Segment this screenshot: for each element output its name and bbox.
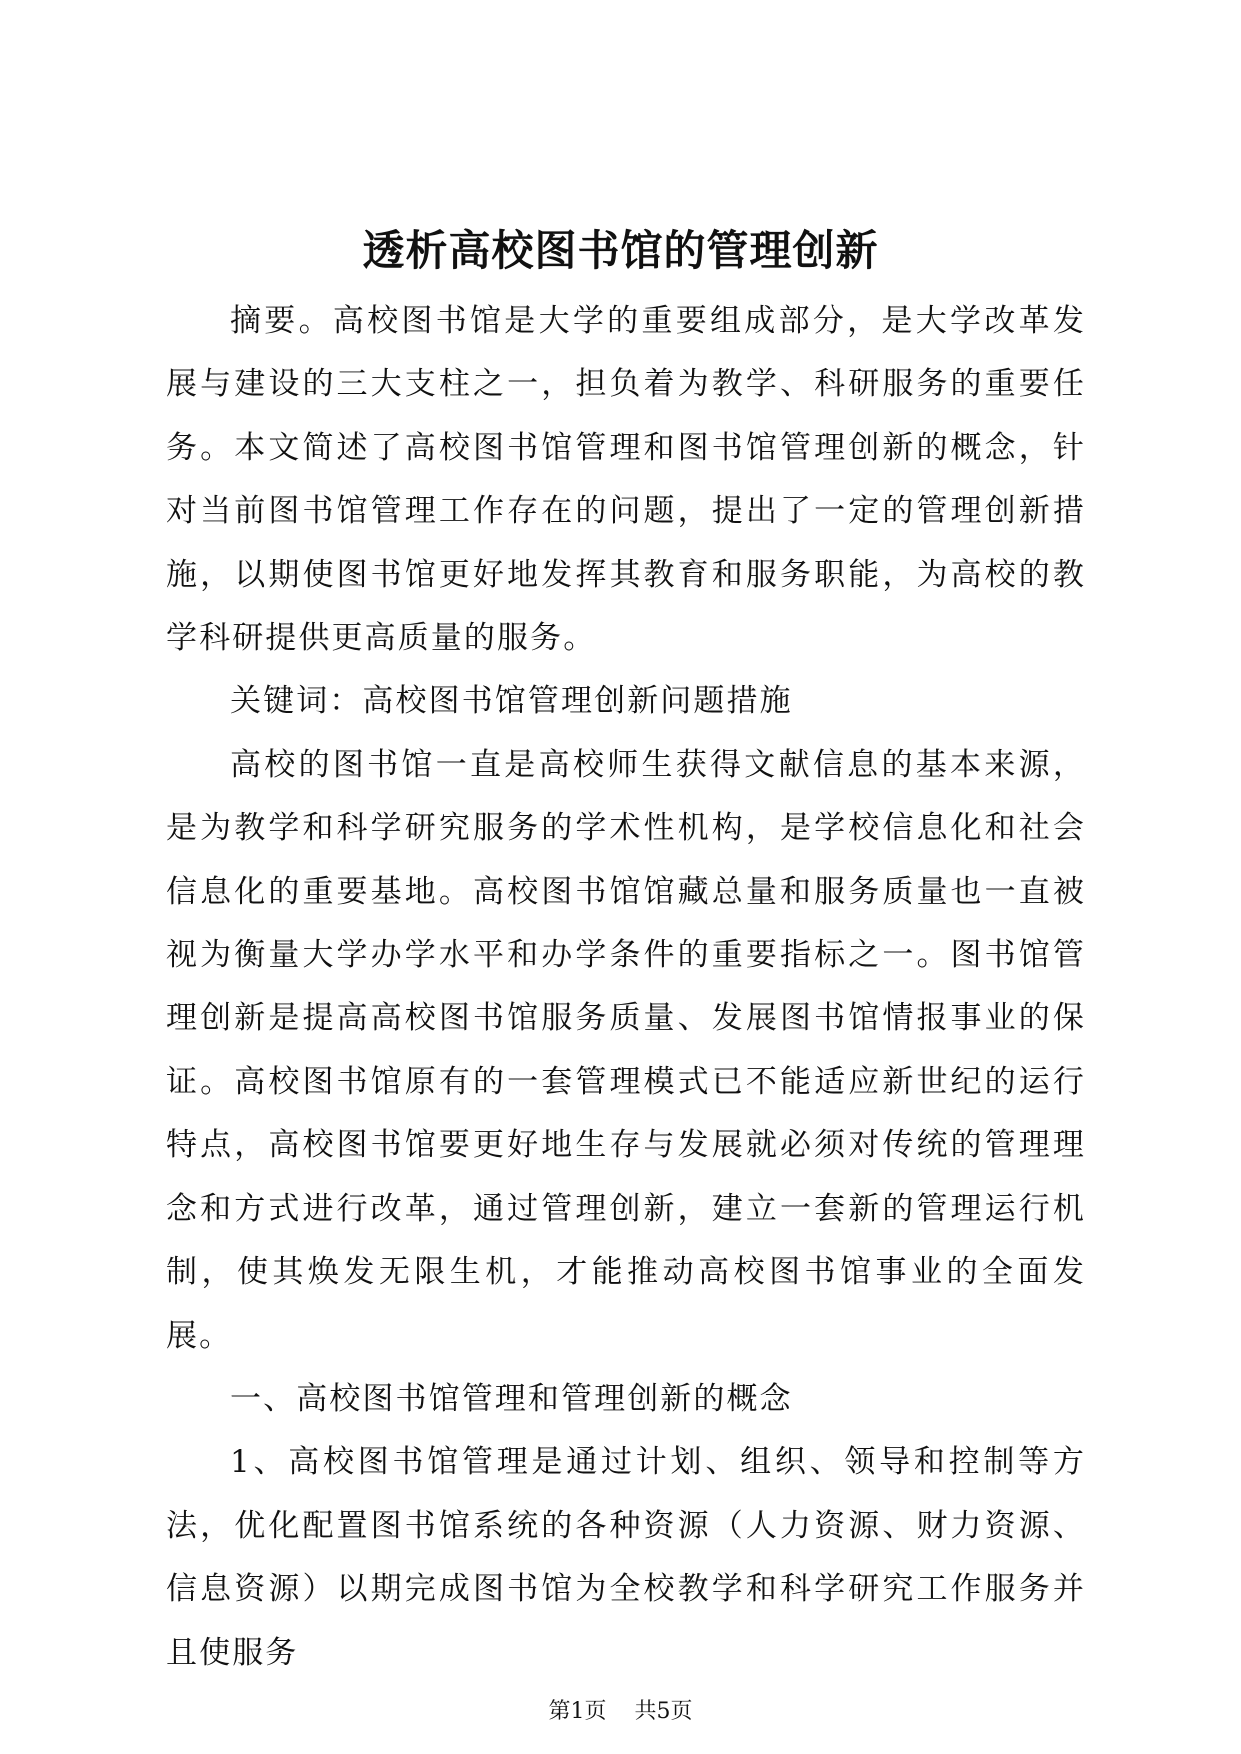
- section-paragraph: 1、高校图书馆管理是通过计划、组织、领导和控制等方法，优化配置图书馆系统的各种资源（人力资源、财力资源、信息资源）以期完成图书馆为全校教学和科学研究工作服务并且使服务: [166, 1444, 1086, 1671]
- page-number: 第1页: [548, 1699, 607, 1724]
- section-heading: 一、高校图书馆管理和管理创新的概念: [230, 1380, 793, 1417]
- abstract-paragraph: 摘要。高校图书馆是大学的重要组成部分，是大学改革发展与建设的三大支柱之一，担负着为教学、科研服务的重要任务。本文简述了高校图书馆管理和图书馆管理创新的概念，针对当前图书馆管理工作存在的问题，提出了一定的管理创新措施，以期使图书馆更好地发挥其教育和服务职能，为高校的教学科研提供更高质量的服务。: [166, 303, 1086, 657]
- document-title: 透析高校图书馆的管理创新: [362, 226, 879, 275]
- document-body: [166, 290, 1086, 1685]
- keywords-paragraph: 关键词：高校图书馆管理创新问题措施: [230, 683, 793, 720]
- page-footer: [0, 1697, 1241, 1727]
- intro-paragraph: 高校的图书馆一直是高校师生获得文献信息的基本来源，是为教学和科学研究服务的学术性机构，是学校信息化和社会信息化的重要基地。高校图书馆馆藏总量和服务质量也一直被视为衡量大学办学水平和办学条件的重要指标之一。图书馆管理创新是提高高校图书馆服务质量、发展图书馆情报事业的保证。高校图书馆原有的一套管理模式已不能适应新世纪的运行特点，高校图书馆要更好地生存与发展就必须对传统的管理理念和方式进行改革，通过管理创新，建立一套新的管理运行机制，使其焕发无限生机，才能推动高校图书馆事业的全面发展。: [166, 746, 1086, 1354]
- page-total: 共5页: [634, 1699, 693, 1724]
